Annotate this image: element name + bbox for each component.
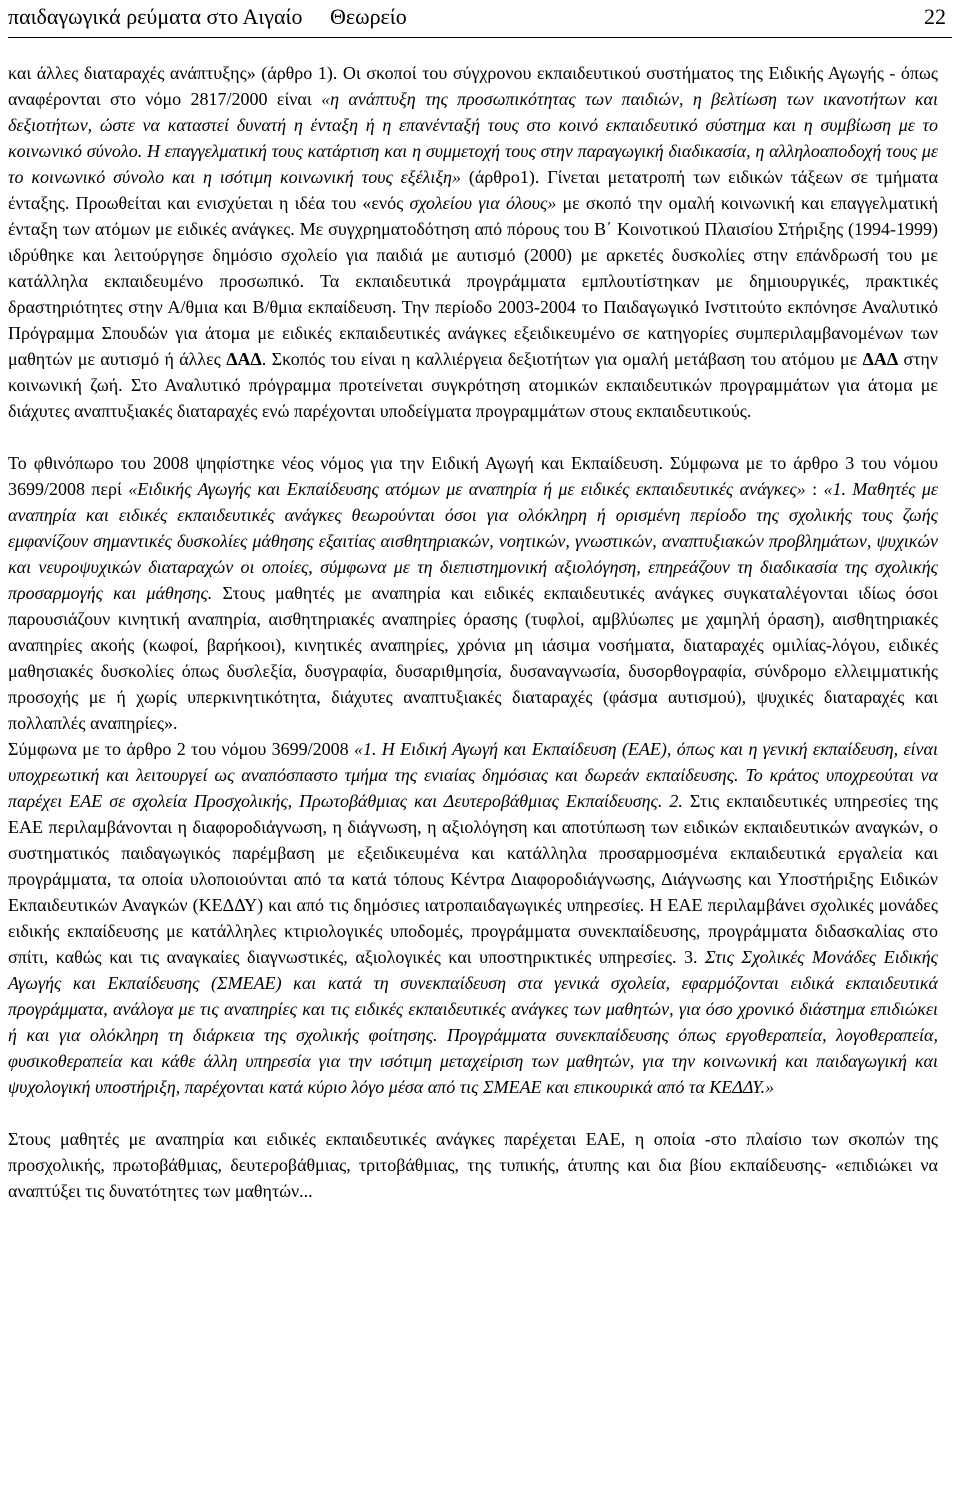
running-header-title: παιδαγωγικά ρεύματα στο Αιγαίο Θεωρείο: [8, 4, 407, 29]
text-run: (άρθρο1). Γίνεται μετατροπή των ειδικών τάξεων σε τμήματα ένταξης. Προωθείται και ενισχύεται η ιδέα του «ενός: [8, 167, 938, 213]
text-run: Στους μαθητές με αναπηρία και ειδικές εκπαιδευτικές ανάγκες παρέχεται ΕΑΕ, η οποία -στο πλαίσιο των σκοπών της προσχολικής, πρωτοβάθμιας, δευτεροβάθμιας, τριτοβάθμιας, της τυπικής, άτυπης και δια βίου εκπαίδευσης- «επιδιώκει να αναπτύξει τις δυνατότητες των μαθητών...: [8, 1129, 938, 1201]
text-run: και άλλες διαταραχές ανάπτυξης» (άρθρο 1). Οι σκοποί του σύγχρονου εκπαιδευτικού συστήματος της Ειδικής Αγωγής - όπως αναφέρονται στο νόμο 2817/2000 είναι: [8, 63, 938, 109]
paragraph-spacer: [8, 424, 938, 450]
page-number: 22: [924, 4, 946, 29]
text-run: . Σκοπός του είναι η καλλιέργεια δεξιοτήτων για ομαλή μετάβαση του ατόμου με: [261, 349, 863, 369]
document-body: [8, 60, 938, 1204]
text-run: με σκοπό την ομαλή κοινωνική και επαγγελματική ένταξη των ατόμων με ειδικές ανάγκες. Με συγχρηματοδότηση από πόρους του Β΄ Κοινοτικού Πλαισίου Στήριξης (1994-1999) ιδρύθηκε και λειτούργησε δημόσιο σχολείο για παιδιά με αυτισμό (2000) με αρκετές δυσκολίες στην επάνδρωσή του με κατάλληλα εκπαιδευμένο προσωπικό. Τα εκπαιδευτικά προγράμματα εμπλουτίστηκαν με δημιουργικές, πρακτικές δραστηριότητες στην Α/θμια και Β/θμια εκπαίδευση. Την περίοδο 2003-2004 το Παιδαγωγικό Ινστιτούτο εκπόνησε Αναλυτικό Πρόγραμμα Σπουδών για άτομα με ειδικές εκπαιδευτικές ανάγκες εξειδικευμένο σε κατηγορίες συμπεριλαμβανομένων των μαθητών με αυτισμό ή άλλες: [8, 193, 938, 369]
text-run: στην κοινωνική ζωή. Στο Αναλυτικό πρόγραμμα προτείνεται συγκρότηση ατομικών εκπαιδευτικών προγραμμάτων για άτομα με διάχυτες αναπτυξιακές διαταραχές ενώ παρέχονται υποδείγματα προγραμμάτων στους εκπαιδευτικούς.: [8, 349, 938, 421]
quoted-law-text: Στις Σχολικές Μονάδες Ειδικής Αγωγής και Εκπαίδευσης (ΣΜΕΑΕ) και κατά τη συνεκπαίδευση στα γενικά σχολεία, εφαρμόζονται ειδικά εκπαιδευτικά προγράμματα, ανάλογα με τις αναπηρίες και τις ειδικές εκπαιδευτικές ανάγκες των μαθητών, για όσο χρονικό διάστημα επιδιώκει ή και για ολόκληρη τη διάρκεια της σχολικής φοίτησης. Προγράμματα συνεκπαίδευσης όπως εργοθεραπεία, λογοθεραπεία, φυσικοθεραπεία και κάθε άλλη υπηρεσία για την ισότιμη μεταχείριση των μαθητών, για την κοινωνική και παιδαγωγική και ψυχολογική υποστήριξη, παρέχονται κατά κύριο λόγο μέσα από τις ΣΜΕΑΕ και επικουρικά από τα ΚΕΔΔΥ.»: [8, 947, 938, 1097]
quoted-law-text: «1. Η Ειδική Αγωγή και Εκπαίδευση (ΕΑΕ), όπως και η γενική εκπαίδευση, είναι υποχρεωτική και λειτουργεί ως αναπόσπαστο τμήμα της ενιαίας δημόσιας και δωρεάν εκπαίδευσης. Το κράτος υποχρεούται να παρέχει ΕΑΕ σε σχολεία Προσχολικής, Πρωτοβάθμιας και Δευτεροβάθμιας Εκπαίδευσης. 2.: [8, 739, 938, 811]
paragraph-law-2008: [8, 450, 938, 736]
text-run: Στις εκπαιδευτικές υπηρεσίες της ΕΑΕ περιλαμβάνονται η διαφοροδιάγνωση, η διάγνωση, η αξιολόγηση και αποτύπωση των ειδικών εκπαιδευτικών αναγκών, ο συστηματικός παιδαγωγικός παρέμβαση με εξειδικευμένα και κατάλληλα προσαρμοσμένα εκπαιδευτικά εργαλεία και προγράμματα, τα οποία υλοποιούνται από τα κατά τόπους Κέντρα Διαφοροδιάγνωσης, Διάγνωσης και Υποστήριξης Ειδικών Εκπαιδευτικών Αναγκών (ΚΕΔΔΥ) και από τις δημόσιες ιατροπαιδαγωγικές υπηρεσίες. Η ΕΑΕ περιλαμβάνει σχολικές μονάδες ειδικής εκπαίδευσης με κατάλληλες κτιριολογικές υποδομές, προγράμματα συνεκπαίδευσης, προγράμματα διδασκαλίας στο σπίτι, καθώς και τις αναγκαίες διαγνωστικές, αξιολογικές και υποστηρικτικές υπηρεσίες. 3.: [8, 791, 938, 967]
law-title-italic: «Ειδικής Αγωγής και Εκπαίδευσης ατόμων με αναπηρία ή με ειδικές εκπαιδευτικές ανάγκες»: [128, 479, 806, 499]
page-header: [8, 0, 952, 38]
acronym-bold: ΔΑΔ: [862, 349, 899, 369]
text-run: Σύμφωνα με το άρθρο 2 του νόμου 3699/2008: [8, 739, 354, 759]
quoted-law-text: «η ανάπτυξη της προσωπικότητας των παιδιών, η βελτίωση των ικανοτήτων και δεξιοτήτων, ώστε να καταστεί δυνατή η ένταξη ή η επανένταξή τους στο κοινό εκπαιδευτικό σύστημα και η συμβίωση με το κοινωνικό σύνολο. Η επαγγελματική τους κατάρτιση και η συμμετοχή τους στην παραγωγική διαδικασία, η αλληλοαποδοχή τους με το κοινωνικό σύνολο και η ισότιμη κοινωνική τους εξέλιξη»: [8, 89, 938, 187]
paragraph-article-2: [8, 736, 938, 1100]
paragraph-special-education-goals: [8, 60, 938, 424]
paragraph-spacer: [8, 1100, 938, 1126]
emphasis-text: σχολείου για όλους»: [409, 193, 557, 213]
quoted-law-text: «1. Μαθητές με αναπηρία και ειδικές εκπαιδευτικές ανάγκες θεωρούνται όσοι για ολόκληρη ή ορισμένη περίοδο της σχολικής τους ζωής εμφανίζουν σημαντικές δυσκολίες μάθησης εξαιτίας αισθητηριακών, νοητικών, γνωστικών, αναπτυξιακών προβλημάτων, ψυχικών και νευροψυχικών διαταραχών οι οποίες, σύμφωνα με τη διεπιστημονική αξιολόγηση, επηρεάζουν τη διαδικασία της σχολικής προσαρμογής και μάθησης.: [8, 479, 938, 603]
acronym-bold: ΔΑΔ: [226, 349, 262, 369]
text-run: Στους μαθητές με αναπηρία και ειδικές εκπαιδευτικές ανάγκες συγκαταλέγονται ιδίως όσοι παρουσιάζουν κινητική αναπηρία, αισθητηριακές αναπηρίες όρασης (τυφλοί, αμβλύωπες με χαμηλή όραση), αισθητηριακές αναπηρίες ακοής (κωφοί, βαρήκοοι), κινητικές αναπηρίες, χρόνια μη ιάσιμα νοσήματα, διαταραχές ομιλίας-λόγου, ειδικές μαθησιακές δυσκολίες όπως δυσλεξία, δυσγραφία, δυσαριθμησία, δυσαναγνωσία, δυσορθογραφία, σύνδρομο ελλειμματικής προσοχής με ή χωρίς υπερκινητικότητα, διάχυτες αναπτυξιακές διαταραχές (φάσμα αυτισμού), ψυχικές διαταραχές και πολλαπλές αναπηρίες».: [8, 583, 938, 733]
text-run: Το φθινόπωρο του 2008 ψηφίστηκε νέος νόμος για την Ειδική Αγωγή και Εκπαίδευση. Σύμφωνα με το άρθρο 3 του νόμου 3699/2008 περί: [8, 453, 938, 499]
text-run: :: [805, 479, 824, 499]
paragraph-students-eae: [8, 1126, 938, 1204]
